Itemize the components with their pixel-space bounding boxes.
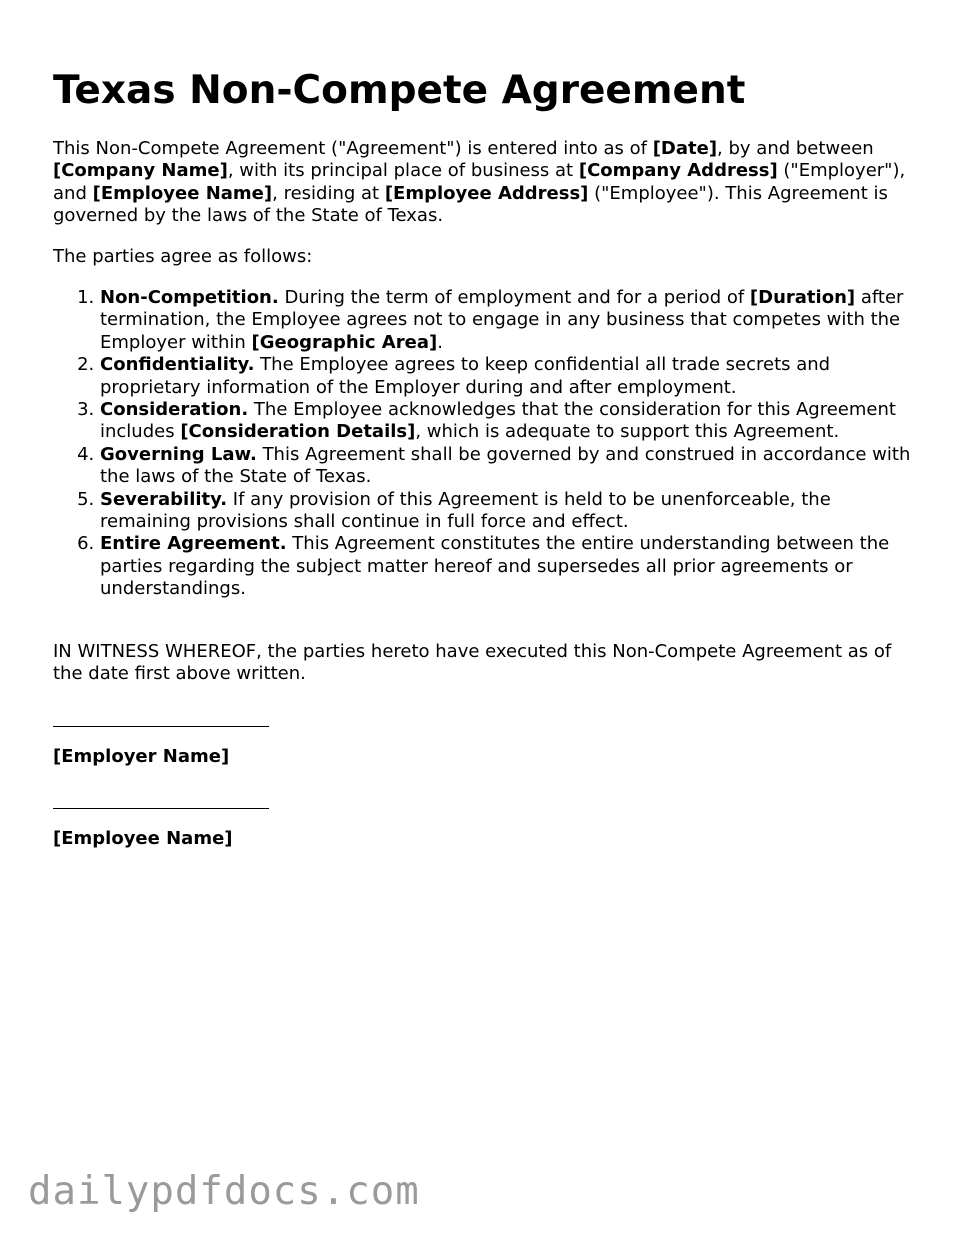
clause-heading: Entire Agreement. [100,533,287,555]
intro-text: ("Employee"). This Agreement is governed by the laws of the State of Texas. [53,182,888,227]
intro-text: This Non-Compete Agreement ("Agreement") is entered into as of [53,138,653,159]
clause-heading: Confidentiality. [100,354,255,376]
employee-signature-line [53,808,269,809]
clause-text: During the term of employment and for a period of [278,287,750,308]
intro-paragraph [53,138,913,228]
intro-text: , with its principal place of business at [227,160,579,182]
clause-text: The Employee agrees to keep confidential all trade secrets and proprietary information of the Employer during and after employment. [100,354,831,398]
clause-heading: Governing Law. [100,443,257,465]
clause-text: This Agreement constitutes the entire understanding between the parties regarding the subject matter hereof and supersedes all prior agreements or understandings. [100,533,890,600]
company-address-placeholder: [Company Address] [578,160,778,182]
clause-text: If any provision of this Agreement is held to be unenforceable, the remaining provisions shall continue in full force and effect. [100,488,831,533]
clause-heading: Consideration. [100,399,249,421]
duration-placeholder: [Duration] [749,287,856,308]
clause-confidentiality [100,354,913,399]
document-title: Texas Non-Compete Agreement [53,68,746,113]
clause-text: after termination, the Employee agrees not to engage in any business that competes with the Employer within [100,287,904,353]
intro-text: , by and between [717,138,874,159]
clause-severability [100,489,913,534]
clause-text: . [437,331,443,353]
clause-consideration [100,399,913,444]
geographic-area-placeholder: [Geographic Area] [251,331,438,353]
consideration-details-placeholder: [Consideration Details] [180,421,416,443]
employer-name-label: [Employer Name] [53,746,230,767]
date-placeholder: [Date] [652,138,718,159]
clause-governing-law [100,444,913,489]
employee-address-placeholder: [Employee Address] [384,182,589,204]
company-name-placeholder: [Company Name] [53,160,228,182]
watermark: dailypdfdocs.com [28,1169,420,1214]
clause-text: The Employee acknowledges that the consideration for this Agreement includes [100,399,896,443]
clause-non-competition [100,287,913,354]
employer-signature-line [53,726,269,727]
clause-text: , which is adequate to support this Agreement. [415,421,840,443]
witness-paragraph: IN WITNESS WHEREOF, the parties hereto have executed this Non-Compete Agreement as of the date first above written. [53,641,892,685]
clause-heading: Severability. [100,488,228,510]
parties-agree-paragraph: The parties agree as follows: [53,246,313,267]
employee-name-placeholder: [Employee Name] [92,182,273,204]
employee-name-label: [Employee Name] [53,828,233,849]
clause-entire-agreement [100,533,913,600]
clause-list [53,287,913,601]
intro-text: , residing at [272,182,385,204]
clause-text: This Agreement shall be governed by and construed in accordance with the laws of the State of Texas. [100,443,911,488]
clause-heading: Non-Competition. [100,287,279,308]
intro-text: ("Employer"), and [53,160,906,204]
